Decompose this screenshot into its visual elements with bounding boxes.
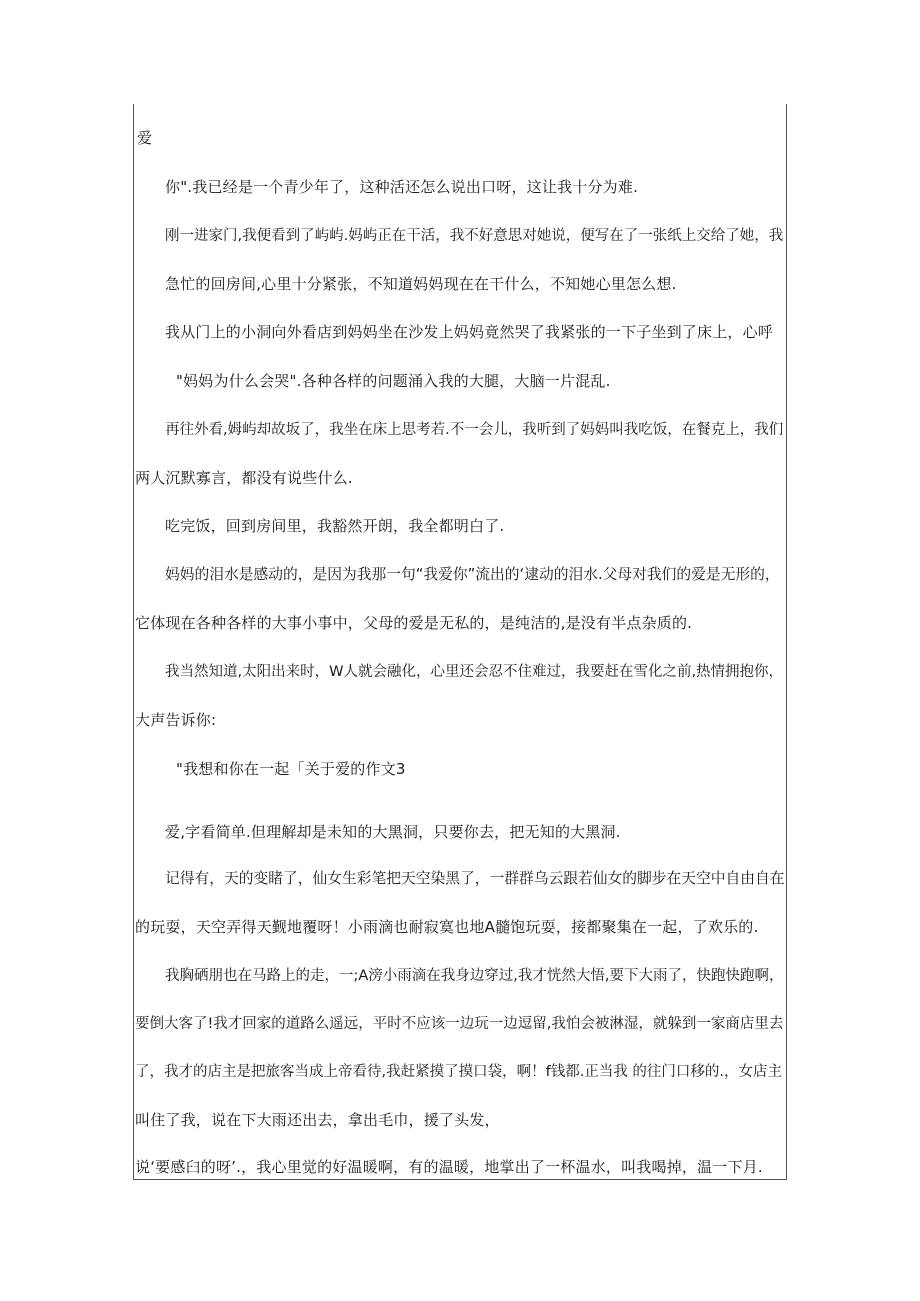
text-line: 的玩耍，天空弄得天觐地覆呀！小雨滴也耐寂寞也地A髓饱玩耍，接都聚集在一起，了欢乐的. [135,918,759,936]
text-line: 我从门上的小洞向外看店到妈妈坐在沙发上妈妈竟然哭了我紧张的一下子坐到了床上，心呼 [165,323,774,341]
text-line: 它体现在各种各样的大事小事中，父母的爱是无私的，是纯洁的,是没有半点杂质的. [135,614,693,632]
text-line: 了，我才的店主是把旅客当成上帝看待,我赶紧摸了摸口袋，啊！f钱都.正当我 的往门口移的.，女店主 [135,1064,783,1080]
text-line: 记得有，天的变睹了，仙女生彩笔把天空染黑了，一群群乌云跟若仙女的脚步在天空中自由自在 [165,870,785,887]
text-line: "妈妈为什么会哭".各种各样的问题涌入我的大腿，大脑一片混乱. [176,372,611,390]
text-line: 叫住了我，说在下大雨还出去，拿出毛巾，援了头发， [135,1111,500,1129]
text-line: 你".我已经是一个青少年了，这种活还怎么说出口呀，这让我十分为难. [165,178,639,196]
text-line: 急忙的回房间,心里十分紧张，不知道妈妈现在在干什么，不知她心里怎么想. [165,275,677,293]
text-line: 妈妈的泪水是感动的，是因为我那一句“我爱你”流出的‘逮动的泪水.父母对我们的爱是无形的， [165,566,780,583]
text-line: 说‘要感臼的呀’.，我心里觉的好温暖啊，有的温暖，地掌出了一杯温水，叫我喝掉，温一下月. [135,1158,763,1176]
text-line: 刚一进家门,我便看到了屿屿.妈屿正在干活，我不好意思对她说，便写在了一张纸上交给了她，我 [165,228,784,244]
text-line: 要倒大客了!我才回家的道路么遥远，平时不应该一边玩一边逗留,我怕会被淋湿，就躲到一家商店里去 [135,1016,784,1032]
text-line: 爱,字看简单.但理解却是未知的大黑洞，只要你去，把无知的大黑洞. [165,823,621,841]
text-line: 大声告诉你: [135,711,217,729]
text-line: 再往外看,姆屿却故坂了，我坐在床上思考若.不一会儿，我听到了妈妈叫我吃饭，在餐克上，我们 [165,422,784,438]
text-line: 两人沉默寡言，都没有说些什么. [135,469,353,487]
text-line: 吃完饭，回到房间里，我豁然开朗，我全都明白了. [165,517,505,535]
text-line: 爱 [137,129,153,147]
text-line: 我胸硒朋也在马路上的走，一;A滂小雨滴在我身边穿过,我才恍然大悟,要下大雨了，快跑快跑啊， [165,968,784,984]
text-line: "我想和你在一起「关于爱的作文3 [176,760,406,778]
text-line: 我当然知道,太阳出来时，W人就会融化，心里还会忍不住难过，我要赶在雪化之前,热情拥抱你， [165,664,784,680]
